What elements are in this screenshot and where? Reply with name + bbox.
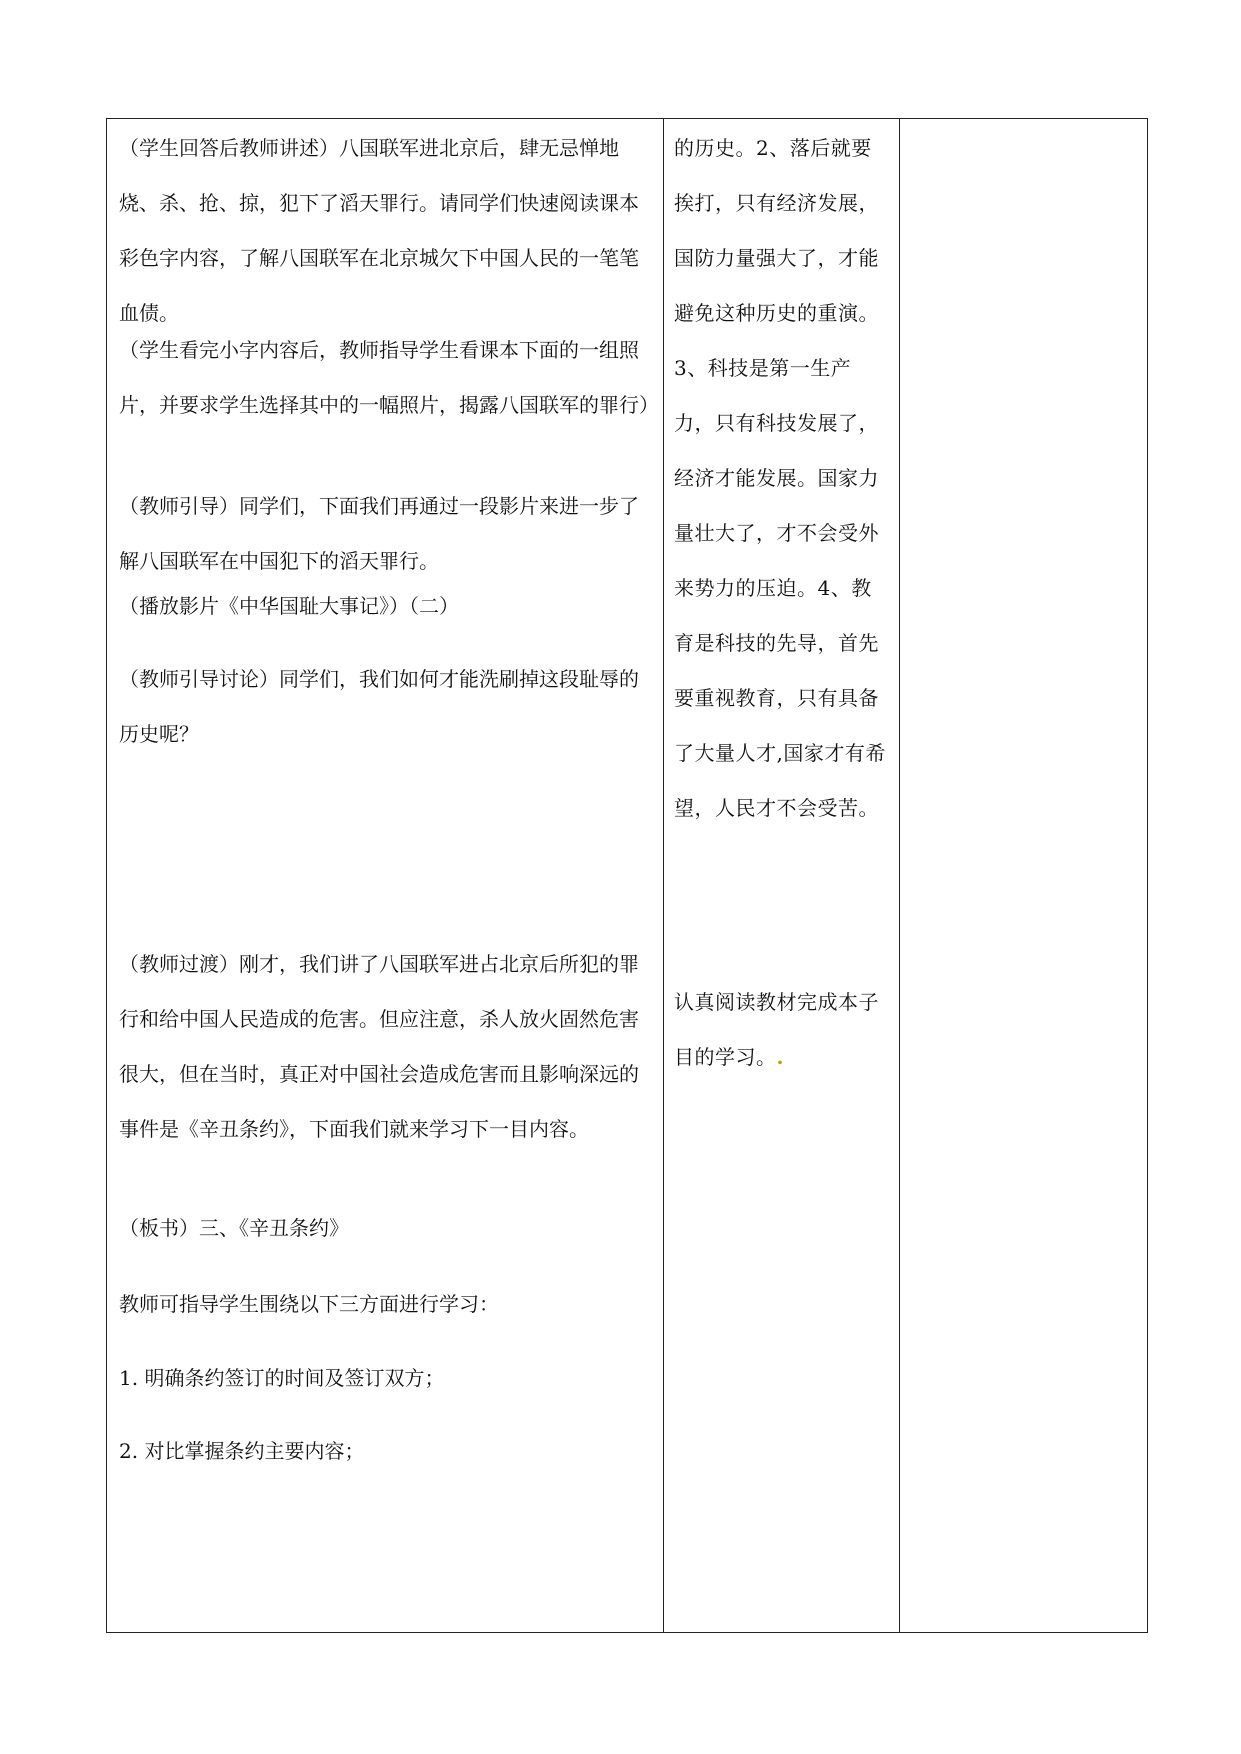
paragraph-4: （播放影片《中华国耻大事记》）（二） [119,594,459,618]
student-paragraph-2 [674,975,892,1085]
student-paragraph-1: 的历史。2、落后就要挨打，只有经济发展，国防力量强大了，才能避免这种历史的重演。3、科技是第一生产力，只有科技发展了，经济才能发展。国家力量壮大了，才不会受外来势力的压迫。4、教育是科技的先导，首先要重视教育，只有具备了大量人才,国家才有希望，人民才不会受苦。 [674,136,886,820]
lesson-table [106,118,1148,1633]
paragraph-1: （学生回答后教师讲述）八国联军进北京后，肆无忌惮地烧、杀、抢、掠，犯下了滔天罪行。请同学们快速阅读课本彩色字内容，了解八国联军在北京城欠下中国人民的一笔笔血债。 [119,136,639,325]
paragraph-2: （学生看完小字内容后，教师指导学生看课本下面的一组照片，并要求学生选择其中的一幅照片，揭露八国联军的罪行） [119,338,659,417]
paragraph-9: 1. 明确条约签订的时间及签订双方； [119,1366,445,1390]
paragraph-3: （教师引导）同学们，下面我们再通过一段影片来进一步了解八国联军在中国犯下的滔天罪行。 [119,494,639,573]
paragraph-8: 教师可指导学生围绕以下三方面进行学习： [119,1292,499,1316]
notes-column [900,119,1149,1632]
stray-mark: . [776,1045,784,1069]
paragraph-5: （教师引导讨论）同学们，我们如何才能洗刷掉这段耻辱的历史呢？ [119,667,639,746]
student-activity-column [664,119,900,1632]
student-paragraph-2-text: 认真阅读教材完成本子目的学习。 [674,990,879,1069]
paragraph-6: （教师过渡）刚才，我们讲了八国联军进占北京后所犯的罪行和给中国人民造成的危害。但应注意，杀人放火固然危害很大，但在当时，真正对中国社会造成危害而且影响深远的事件是《辛丑条约》，下面我们就来学习下一目内容。 [119,952,639,1141]
paragraph-10: 2. 对比掌握条约主要内容； [119,1439,365,1463]
teacher-activity-column [107,119,664,1632]
paragraph-7: （板书）三、《辛丑条约》 [119,1216,349,1240]
